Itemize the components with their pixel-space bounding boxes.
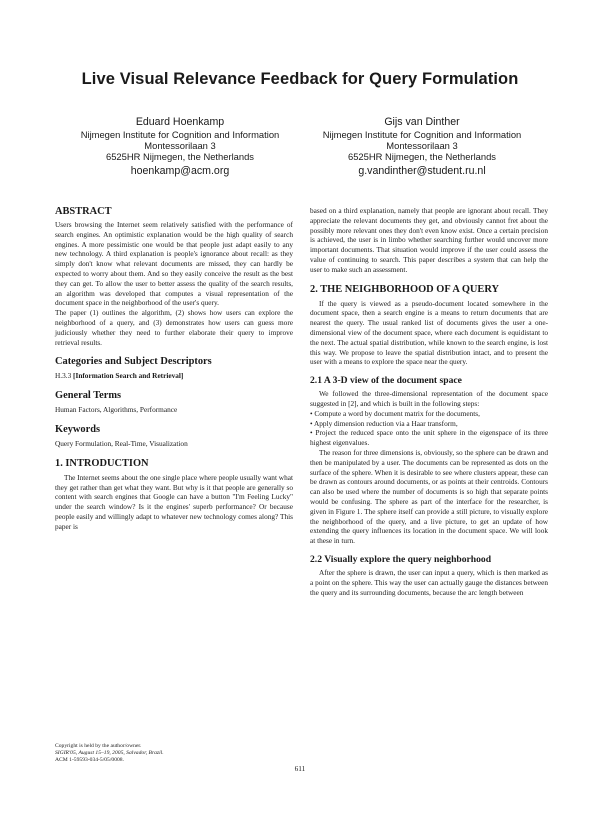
abstract-paragraph: Users browsing the Internet seem relatively satisfied with the performance of search engines. An optimistic explanation would be the high quality of search engines. A more pessimistic one would be that people just adapt easily to any new technology. A third explanation is people's ignorance about recall: as they simply don't know what relevant documents are missed, they can hardly be expected to worry about them. And so they easily conceive the result as the best they can get. To allow the user to better assess the quality of the search results, an algorithm was developed that computes a visual representation of the document space in the neighborhood of the user's query. — [55, 220, 293, 308]
introduction-heading: 1. INTRODUCTION — [55, 457, 149, 469]
keywords-text: Query Formulation, Real-Time, Visualization — [55, 438, 188, 448]
author-street: Montessorilaan 3 — [386, 139, 458, 151]
author-email: hoenkamp@acm.org — [130, 165, 230, 178]
general-terms-text: Human Factors, Algorithms, Performance — [55, 405, 178, 415]
footnote-line: ACM 1-59593-034-5/05/0008. — [55, 757, 124, 764]
author-block-2 — [302, 116, 542, 177]
categories-code: H.3.3 — [55, 371, 72, 381]
categories-heading: Categories and Subject Descriptors — [55, 356, 212, 368]
author-affiliation: Nijmegen Institute for Cognition and Information — [80, 128, 280, 140]
author-email: g.vandinther@student.ru.nl — [358, 165, 486, 178]
section-2-heading: 2. THE NEIGHBORHOOD OF A QUERY — [310, 283, 500, 295]
left-column — [55, 206, 293, 532]
abstract-paragraph: The paper (1) outlines the algorithm, (2) shows how users can explore the neighborhood of a query, and (3) demonstrates how users can guess more judiciously whether they need to further elaborate their query to improve retrieval results. — [55, 308, 293, 347]
author-city: 6525HR Nijmegen, the Netherlands — [106, 150, 254, 162]
list-item: • Compute a word by document matrix for the documents, — [310, 408, 480, 418]
right-column — [310, 206, 548, 597]
list-item: • Apply dimension reduction via a Haar transform, — [310, 418, 458, 428]
section-2-1-paragraph: The reason for three dimensions is, obviously, so the sphere can be drawn and then be manipulated by a user. The documents can be represented as dots on the surface of the sphere. When it is desirable to see where clusters appear, these can be drawn as contours around documents, or as points at their centroids. Contours can also be used where the number of documents is so high that separate points would be confusing. The sphere as part of the interface for the researcher, is given in Figure 1. The sphere itself can provide a still picture, to visually explore the neighborhood of the query, and a live picture, to get an update of how extending the query influences its location in the document space. We will look at these in turn. — [310, 447, 548, 546]
copyright-footnote — [55, 743, 293, 765]
author-block-1 — [60, 116, 300, 177]
footnote-line: Copyright is held by the author/owner. — [55, 743, 142, 749]
section-2-2-paragraph: After the sphere is drawn, the user can input a query, which is then marked as a point on the sphere. This way the user can actually gauge the distances between the query and its surrounding documents, because the arc length between — [310, 567, 548, 597]
abstract-heading: ABSTRACT — [55, 206, 112, 217]
body-paragraph: based on a third explanation, namely that people are ignorant about recall. They appreciate the relevant documents they get, and obviously cannot fret about the possibly more relevant ones they don't even know exist. Once a certain precision is achieved, the user is in limbo whether searching further would uncover more important documents. That situation would improve if the user could assess the value of continuing to search. This paper describes a system that can help the user to make such an assessment. — [310, 206, 548, 274]
introduction-paragraph: The Internet seems about the one single place where people usually want what they get rather than get what they want. But why is it that people are generally so content with search engines that Google can have a button "I'm Feeling Lucky" under the search window? Is it the engines' superb performance? Or because people easily and willingly adapt to whatever new technology comes along? This paper is — [55, 472, 293, 531]
section-2-1-heading: 2.1 A 3-D view of the document space — [310, 375, 462, 387]
categories-text — [55, 371, 293, 381]
footnote-line: SIGIR'05, August 15–19, 2005, Salvador, Brazil. — [55, 750, 164, 757]
list-item: • Project the reduced space onto the unit sphere in the eigenspace of its three highest eigenvalues. — [310, 428, 548, 448]
keywords-heading: Keywords — [55, 423, 101, 435]
author-name: Gijs van Dinther — [384, 116, 460, 128]
author-city: 6525HR Nijmegen, the Netherlands — [348, 150, 496, 162]
section-2-paragraph: If the query is viewed as a pseudo-document located somewhere in the document space, then a search engine is a means to return documents that are nearest the query. The usual ranked list of documents gives the user a one-dimensional view of the document space, where each document is equidistant to the next. The actual spatial distribution, while known to the search engine, is lost this way. We propose to leave the spatial distribution intact, and to present the user with a means to explore the space near the query. — [310, 298, 548, 367]
paper-title: Live Visual Relevance Feedback for Query Formulation — [81, 70, 519, 88]
author-name: Eduard Hoenkamp — [135, 116, 225, 128]
author-street: Montessorilaan 3 — [144, 139, 216, 151]
author-affiliation: Nijmegen Institute for Cognition and Information — [322, 128, 522, 140]
section-2-2-heading: 2.2 Visually explore the query neighborhood — [310, 553, 492, 565]
steps-list — [310, 409, 548, 448]
categories-descriptor: [Information Search and Retrieval] — [73, 371, 184, 381]
page-number: 611 — [294, 764, 306, 773]
general-terms-heading: General Terms — [55, 390, 122, 402]
section-2-1-paragraph: We followed the three-dimensional representation of the document space suggested in [2], and which is built in the following steps: — [310, 389, 548, 408]
